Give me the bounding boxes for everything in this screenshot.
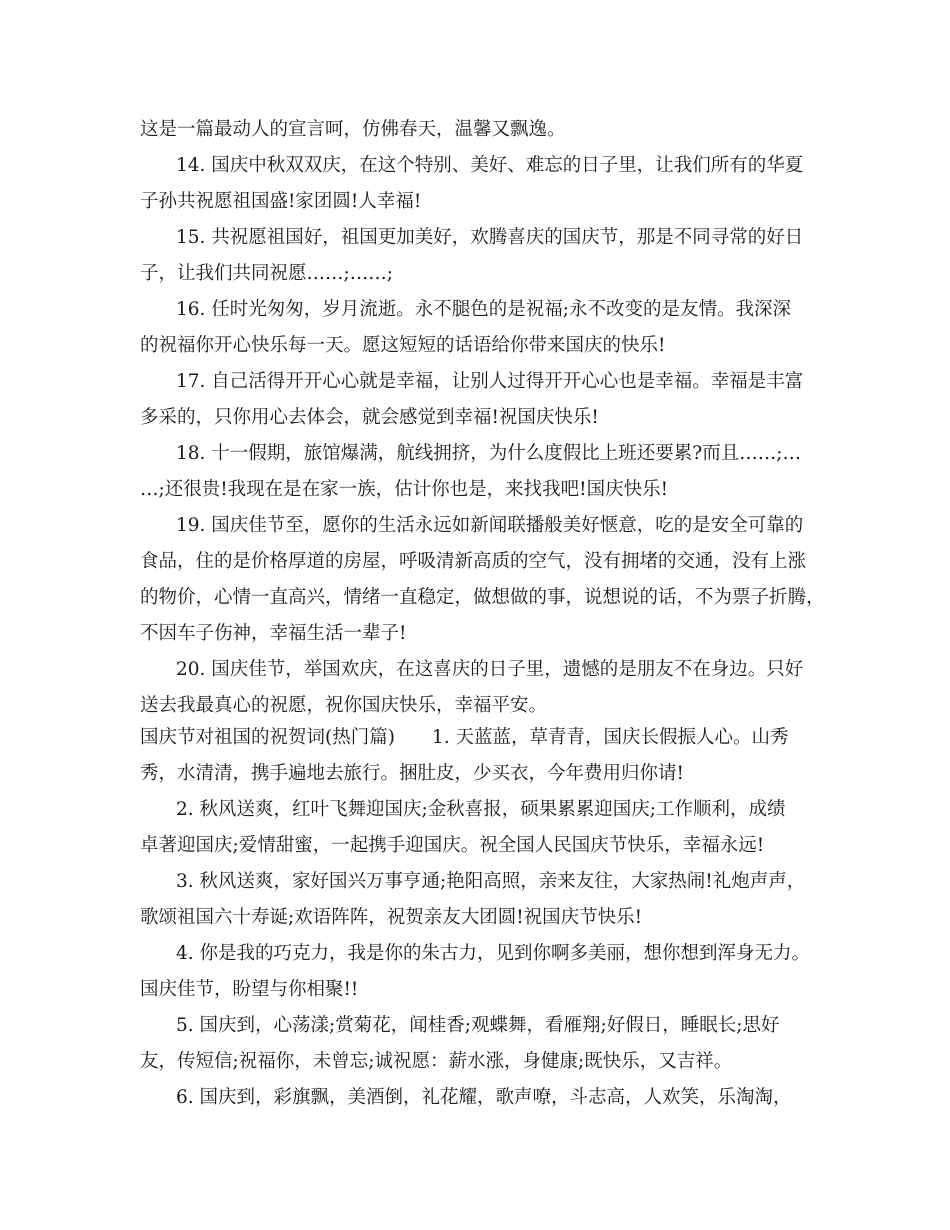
text-line: 3. 秋风送爽，家好国兴万事亨通;艳阳高照，亲来友往，大家热闹!礼炮声声， [176,871,806,892]
text-line: 14. 国庆中秋双双庆，在这个特别、美好、难忘的日子里，让我们所有的华夏 [176,155,804,176]
text-line: 的祝福你开心快乐每一天。愿这短短的话语给你带来国庆的快乐! [140,335,666,356]
text-line: 国庆佳节，盼望与你相聚!! [140,979,359,1000]
text-line: 友，传短信;祝福你，未曾忘;诚祝愿：薪水涨，身健康;既快乐，又吉祥。 [140,1051,733,1072]
text-line: 歌颂祖国六十寿诞;欢语阵阵，祝贺亲友大团圆!祝国庆节快乐! [140,907,643,928]
text-line: 秀，水清清，携手遍地去旅行。捆肚皮，少买衣，今年费用归你请! [140,763,684,784]
text-line: 19. 国庆佳节至，愿你的生活永远如新闻联播般美好惬意，吃的是安全可靠的 [176,515,804,536]
text-line: …;还很贵!我现在是在家一族，估计你也是，来找我吧!国庆快乐! [140,479,669,500]
text-line: 16. 任时光匆匆，岁月流逝。永不腿色的是祝福;永不改变的是友情。我深深 [176,299,792,320]
text-line: 多采的，只你用心去体会，就会感觉到幸福!祝国庆快乐! [140,407,599,428]
text-line: 这是一篇最动人的宣言呵，仿佛春天，温馨又飘逸。 [140,119,566,140]
section-heading-line: 国庆节对祖国的祝贺词(热门篇) 1. 天蓝蓝，草青青，国庆长假振人心。山秀 [140,727,789,748]
text-line: 6. 国庆到，彩旗飘，美酒倒，礼花耀，歌声嘹，斗志高，人欢笑，乐淘淘， [176,1087,792,1108]
text-line: 5. 国庆到，心荡漾;赏菊花，闻桂香;观蝶舞，看雁翔;好假日，睡眠长;思好 [176,1015,780,1036]
text-line: 20. 国庆佳节，举国欢庆，在这喜庆的日子里，遗憾的是朋友不在身边。只好 [176,659,804,680]
text-line: 的物价，心情一直高兴，情绪一直稳定，做想做的事，说想说的话，不为票子折腾， [140,587,825,608]
text-line: 17. 自己活得开开心心就是幸福，让别人过得开开心心也是幸福。幸福是丰富 [176,371,804,392]
text-line: 15. 共祝愿祖国好，祖国更加美好，欢腾喜庆的国庆节，那是不同寻常的好日 [176,227,804,248]
text-line: 2. 秋风送爽，红叶飞舞迎国庆;金秋喜报，硕果累累迎国庆;工作顺利，成绩 [176,799,786,820]
text-line: 食品，住的是价格厚道的房屋，呼吸清新高质的空气，没有拥堵的交通，没有上涨 [140,551,807,572]
text-line: 卓著迎国庆;爱情甜蜜，一起携手迎国庆。祝全国人民国庆节快乐，幸福永远! [140,835,765,856]
text-line: 18. 十一假期，旅馆爆满，航线拥挤，为什么度假比上班还要累?而且……;… [176,443,801,464]
text-line: 不因车子伤神，幸福生活一辈子! [140,623,407,644]
text-line: 子，让我们共同祝愿……;……; [140,263,393,284]
text-line: 子孙共祝愿祖国盛!家团圆!人幸福! [140,191,422,212]
text-line: 4. 你是我的巧克力，我是你的朱古力，见到你啊多美丽，想你想到浑身无力。 [176,943,811,964]
text-line: 送去我最真心的祝愿，祝你国庆快乐，幸福平安。 [140,695,548,716]
